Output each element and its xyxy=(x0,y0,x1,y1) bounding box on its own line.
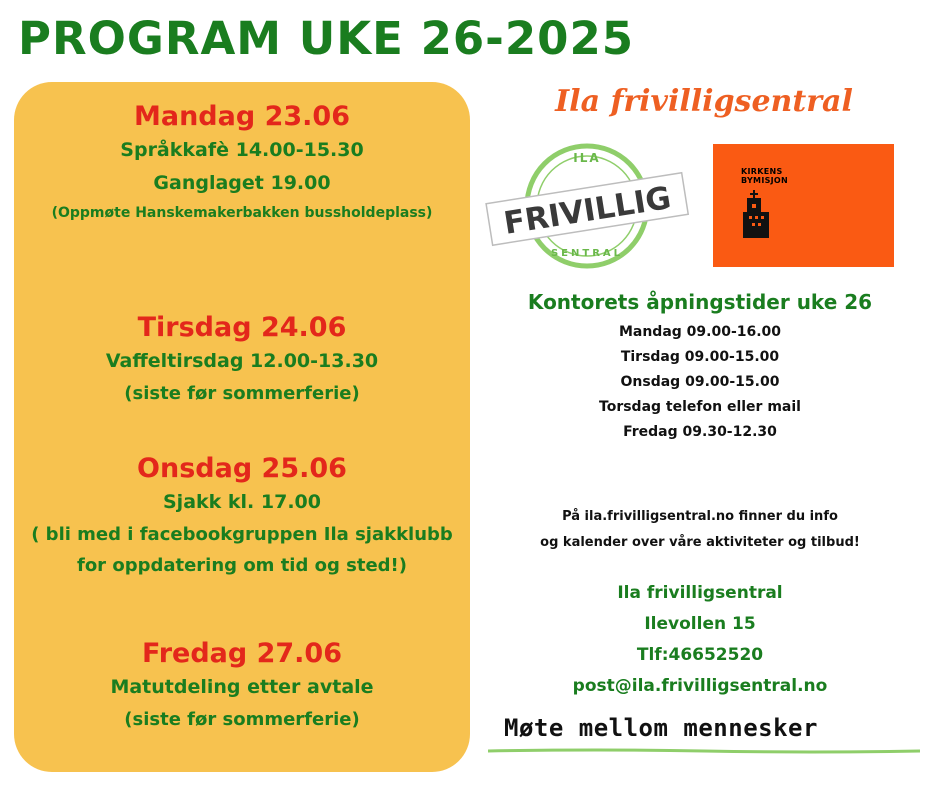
office-hours xyxy=(480,290,920,445)
page-title: PROGRAM UKE 26-2025 xyxy=(18,12,635,65)
church-icon xyxy=(743,190,769,238)
contact-name: Ila frivilligsentral xyxy=(617,583,783,603)
logo-top-text: ILA xyxy=(573,151,601,165)
office-hours-line: Tirsdag 09.00-15.00 xyxy=(620,349,780,365)
office-hours-line: Fredag 09.30-12.30 xyxy=(623,424,777,440)
activity-line: Matutdeling etter avtale xyxy=(110,676,374,698)
office-hours-title: Kontorets åpningstider uke 26 xyxy=(527,290,873,314)
contact-email: post@ila.frivilligsentral.no xyxy=(572,676,828,696)
info-line: og kalender over våre aktiviteter og tilbud! xyxy=(540,535,860,550)
program-day-tuesday xyxy=(14,311,470,409)
program-day-wednesday xyxy=(14,452,470,581)
activity-line: Sjakk kl. 17.00 xyxy=(163,491,321,513)
info-line: På ila.frivilligsentral.no finner du info xyxy=(562,509,838,524)
activity-note: for oppdatering om tid og sted!) xyxy=(76,555,407,576)
brand-script-title: Ila frivilligsentral xyxy=(555,84,853,119)
frivillig-logo xyxy=(484,140,692,270)
office-hours-line: Onsdag 09.00-15.00 xyxy=(620,374,780,390)
program-day-monday xyxy=(14,100,470,226)
contact-phone: Tlf:46652520 xyxy=(636,645,764,665)
bymisjon-line: KIRKENS xyxy=(741,167,783,176)
day-heading: Fredag 27.06 xyxy=(141,638,343,669)
bymisjon-text xyxy=(741,167,788,185)
program-day-friday xyxy=(14,637,470,735)
bymisjon-line: BYMISJON xyxy=(741,176,789,185)
contact-block xyxy=(480,578,920,702)
activity-note: (siste før sommerferie) xyxy=(124,709,360,730)
activity-note: (Oppmøte Hanskemakerbakken bussholdeplass) xyxy=(51,205,433,221)
office-hours-line: Torsdag telefon eller mail xyxy=(599,399,801,415)
office-hours-line: Mandag 09.00-16.00 xyxy=(618,324,782,340)
day-heading: Mandag 23.06 xyxy=(134,101,350,132)
logo-bottom-text: SENTRAL xyxy=(550,248,624,259)
activity-line: Ganglaget 19.00 xyxy=(153,172,331,194)
day-heading: Tirsdag 24.06 xyxy=(137,312,347,343)
activity-note: ( bli med i facebookgruppen Ila sjakklubb xyxy=(31,524,453,545)
activity-line: Språkkafè 14.00-15.30 xyxy=(120,139,364,161)
website-info xyxy=(480,504,920,556)
tagline: Møte mellom mennesker xyxy=(504,714,818,742)
logo-main-text: FRIVILLIG xyxy=(501,179,674,242)
kirkens-bymisjon-logo xyxy=(713,144,894,267)
tagline-underline xyxy=(488,748,920,754)
activity-note: (siste før sommerferie) xyxy=(124,383,360,404)
day-heading: Onsdag 25.06 xyxy=(137,453,347,484)
activity-line: Vaffeltirsdag 12.00-13.30 xyxy=(105,350,379,372)
contact-address: Ilevollen 15 xyxy=(644,614,756,634)
